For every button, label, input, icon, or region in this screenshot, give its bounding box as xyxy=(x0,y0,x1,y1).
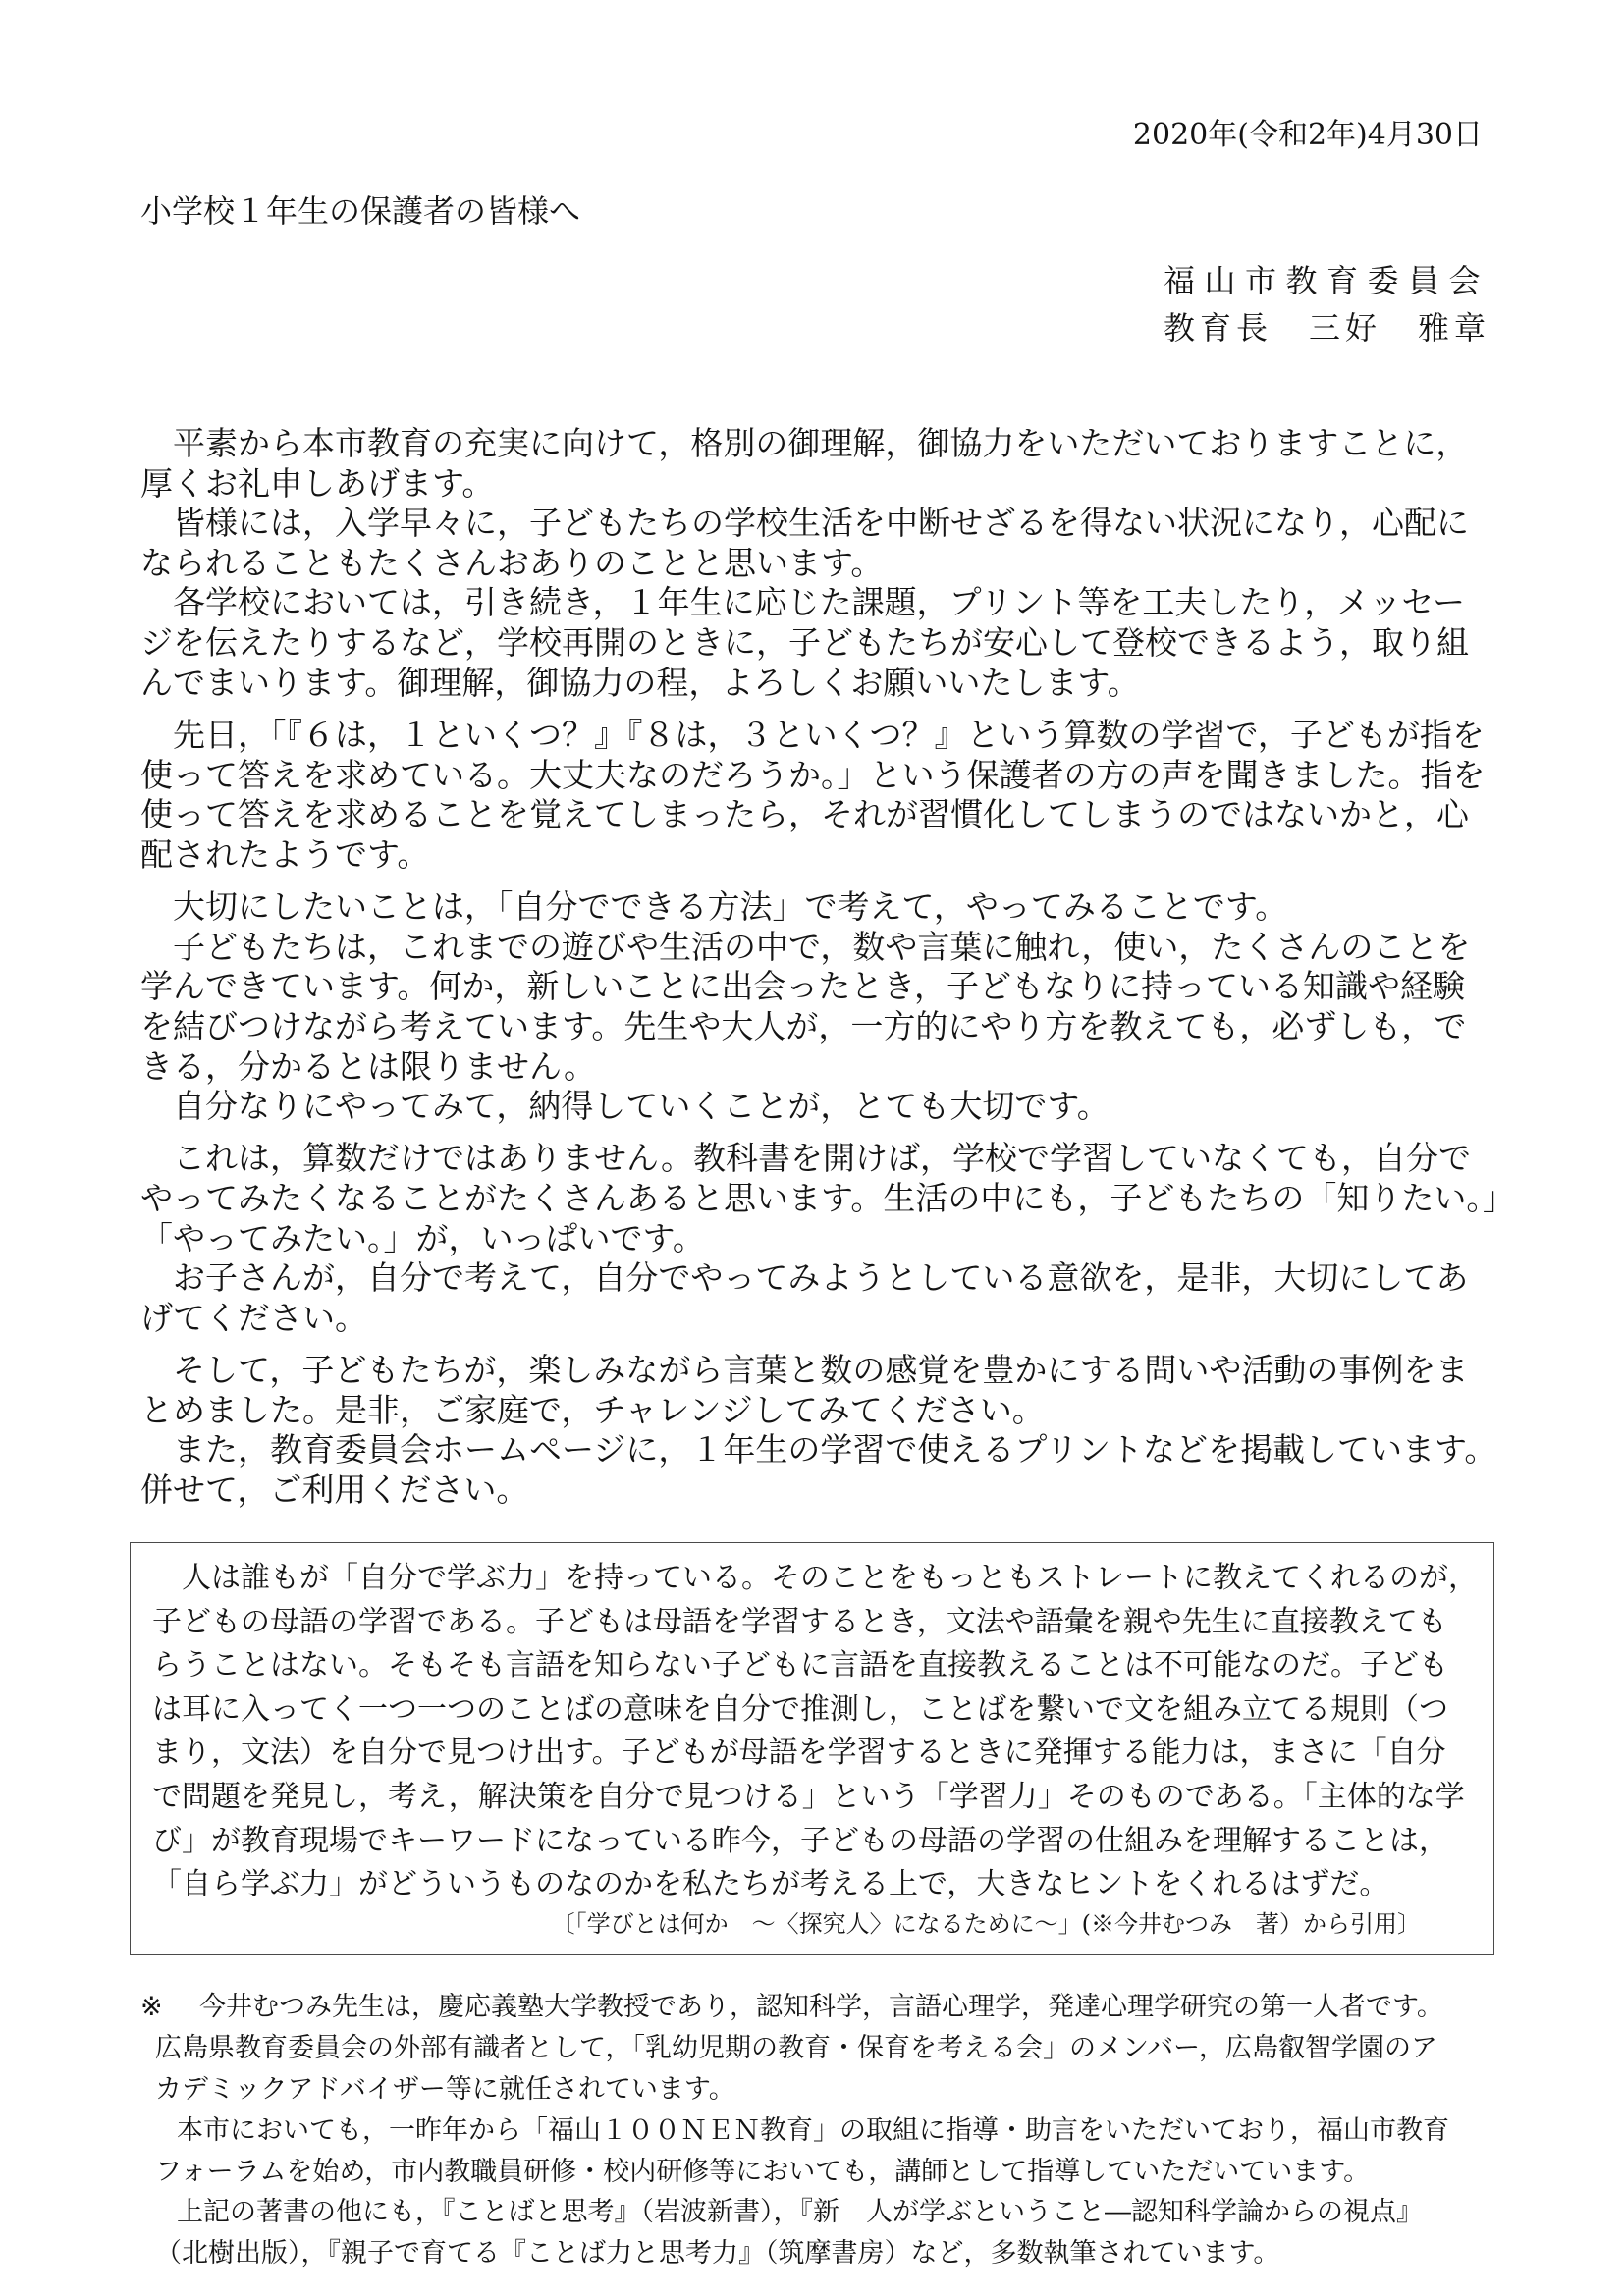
note-line: （北樹出版），『親子で育てる『ことば力と思考力』（筑摩書房）など，多数執筆されています。 xyxy=(155,2238,1280,2269)
body-line: を結びつけながら考えています。先生や大人が，一方的にやり方を教えても，必ずしも，で xyxy=(140,1006,1467,1045)
body-line: 大切にしたいことは，「自分でできる方法」で考えて，やってみることです。 xyxy=(173,887,1288,927)
quote-line: び」が教育現場でキーワードになっている昨今，子どもの母語の学習の仕組みを理解することは， xyxy=(152,1823,1448,1858)
body-line: 併せて，ご利用ください。 xyxy=(140,1470,529,1510)
quote-line: 子どもの母語の学習である。子どもは母語を学習するとき，文法や語彙を親や先生に直接教えても xyxy=(152,1604,1447,1639)
author-note xyxy=(140,1987,1554,2274)
body-section xyxy=(140,887,1554,1127)
quote-line: 「自ら学ぶ力」がどういうものなのかを私たちが考える上で，大きなヒントをくれるはずだ。 xyxy=(152,1867,1389,1902)
body-line: 皆様には，入学早々に，子どもたちの学校生活を中断せざるを得ない状況になり，心配に xyxy=(173,504,1469,543)
salutation: 小学校１年生の保護者の皆様へ xyxy=(140,192,581,230)
body-line: これは，算数だけではありません。教科書を開けば，学校で学習していなくても，自分で xyxy=(173,1139,1471,1178)
body-line: 平素から本市教育の充実に向けて，格別の御理解，御協力をいただいておりますことに， xyxy=(173,424,1469,462)
body-section xyxy=(140,1351,1554,1510)
body-section xyxy=(140,1139,1554,1338)
body-line: 自分なりにやってみて，納得していくことが，とても大切です。 xyxy=(173,1087,1110,1126)
quote-line: で問題を発見し，考え，解決策を自分で見つける」という「学習力」そのものである。「主体的な学 xyxy=(152,1779,1465,1814)
body-line: お子さんが，自分で考えて，自分でやってみようとしている意欲を，是非，大切にしてあ xyxy=(173,1258,1469,1298)
body-line: 使って答えを求めている。大丈夫なのだろうか。」という保護者の方の声を聞きました。指を xyxy=(140,755,1486,794)
body-line: 学んできています。何か，新しいことに出会ったとき，子どもなりに持っている知識や経験 xyxy=(140,967,1466,1006)
letter-body xyxy=(140,424,1554,1511)
body-line: ジを伝えたりするなど，学校再開のときに，子どもたちが安心して登校できるよう，取り組 xyxy=(140,622,1469,662)
body-line: また，教育委員会ホームページに，１年生の学習で使えるプリントなどを掲載しています。 xyxy=(173,1430,1497,1469)
body-line: 使って答えを求めることを覚えてしまったら，それが習慣化してしまうのではないかと，心 xyxy=(140,795,1469,834)
body-line: きる，分かるとは限りません。 xyxy=(140,1046,596,1086)
note-line: 広島県教育委員会の外部有識者として，「乳幼児期の教育・保育を考える会」のメンバー，広島叡智学園のア xyxy=(155,2032,1437,2063)
quote-line: らうことはない。そもそも言語を知らない子どもに言語を直接教えることは不可能なのだ。子ども xyxy=(152,1648,1448,1683)
body-section xyxy=(140,716,1554,875)
body-line: とめました。是非，ご家庭で，チャレンジしてみてください。 xyxy=(140,1390,1045,1429)
note-line: フォーラムを始め，市内教職員研修・校内研修等においても，講師として指導していただいています。 xyxy=(155,2156,1371,2187)
quote-line: まり，文法）を自分で見つけ出す。子どもが母語を学習するときに発揮する能力は，まさに「自分 xyxy=(152,1735,1446,1771)
note-line: 本市においても，一昨年から「福山１００ＮＥＮ教育」の取組に指導・助言をいただいており，福山市教育 xyxy=(177,2114,1449,2146)
body-line: んでまいります。御理解，御協力の程，よろしくお願いいたします。 xyxy=(140,663,1140,702)
body-line: そして，子どもたちが，楽しみながら言葉と数の感覚を豊かにする問いや活動の事例をま xyxy=(173,1351,1469,1390)
quote-text xyxy=(152,1557,1478,1907)
quote-citation: 〔「学びとは何か ～〈探究人〉になるために～」(※今井むつみ 著）から引用〕 xyxy=(551,1910,1421,1938)
body-line: 「やってみたい。」が，いっぱいです。 xyxy=(140,1218,705,1257)
note-line: カデミックアドバイザー等に就任されています。 xyxy=(155,2073,735,2105)
body-line: 先日，「『６は，１といくつ？』『８は，３といくつ？』という算数の学習で，子どもが指を xyxy=(173,715,1485,754)
body-line: げてください。 xyxy=(140,1298,367,1337)
note-line: 今井むつみ先生は，慶応義塾大学教授であり，認知科学，言語心理学，発達心理学研究の第一人者です。 xyxy=(199,1992,1443,2022)
note-line: 上記の著書の他にも，『ことばと思考』（岩波新書），『新 人が学ぶということ―認知科学論からの視点』 xyxy=(177,2197,1423,2228)
body-section xyxy=(140,424,1554,703)
letter-date: 2020年(令和2年)4月30日 xyxy=(1132,118,1483,152)
body-line: 厚くお礼申しあげます。 xyxy=(140,463,495,503)
body-line: 配されたようです。 xyxy=(140,834,430,874)
sender-name: 教育長 三好 雅章 xyxy=(1164,309,1491,347)
body-line: 子どもたちは，これまでの遊びや生活の中で，数や言葉に触れ，使い，たくさんのことを xyxy=(173,927,1471,966)
sender-organization: 福山市教育委員会 xyxy=(1164,262,1490,299)
quote-line: は耳に入ってく一つ一つのことばの意味を自分で推測し，ことばを繋いで文を組み立てる規則（つ xyxy=(152,1691,1448,1727)
quote-box xyxy=(130,1542,1494,1955)
body-line: やってみたくなることがたくさんあると思います。生活の中にも，子どもたちの「知りたい。」 xyxy=(140,1179,1515,1218)
note-marker: ※ xyxy=(140,1992,163,2022)
body-line: 各学校においては，引き続き，１年生に応じた課題，プリント等を工夫したり，メッセー xyxy=(173,583,1466,622)
quote-line: 人は誰もが「自分で学ぶ力」を持っている。そのことをもっともストレートに教えてくれるのが， xyxy=(182,1561,1478,1595)
body-line: なられることもたくさんおありのことと思います。 xyxy=(140,543,884,582)
